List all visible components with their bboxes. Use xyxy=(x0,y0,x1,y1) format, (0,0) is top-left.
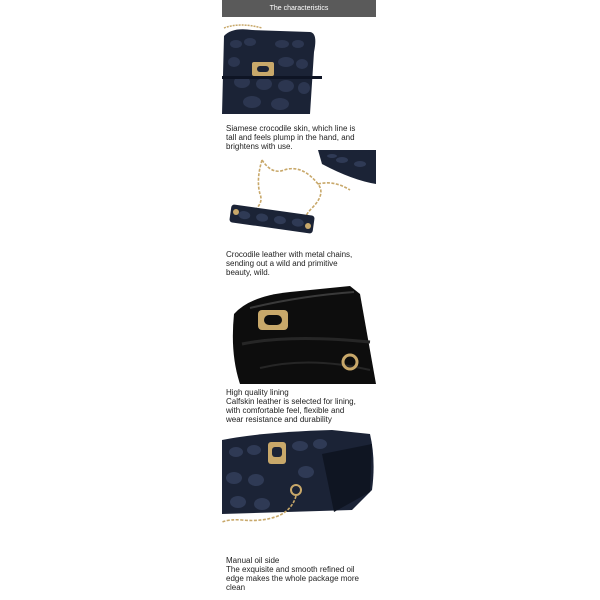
caption-line: High quality lining xyxy=(226,388,289,397)
section-header: The characteristics xyxy=(222,0,376,17)
caption-line: wear resistance and durability xyxy=(226,415,332,424)
caption-line: edge makes the whole package more xyxy=(226,574,359,583)
feature-caption-lining xyxy=(226,388,374,424)
caption-line: tall and feels plump in the hand, and xyxy=(226,133,355,142)
caption-line: beauty, wild. xyxy=(226,268,270,277)
product-photo-oil-edge xyxy=(222,430,376,530)
caption-line: Calfskin leather is selected for lining, xyxy=(226,397,356,406)
feature-caption-oil-edge xyxy=(226,556,374,592)
caption-line: Manual oil side xyxy=(226,556,280,565)
caption-line: brightens with use. xyxy=(226,142,293,151)
feature-caption-crocodile-skin xyxy=(226,124,374,151)
caption-line: clean xyxy=(226,583,246,592)
caption-line: with comfortable feel, flexible and xyxy=(226,406,345,415)
caption-line: Crocodile leather with metal chains, xyxy=(226,250,353,259)
feature-caption-metal-chain xyxy=(226,250,374,277)
product-feature-strip xyxy=(222,0,376,600)
caption-line: sending out a wild and primitive xyxy=(226,259,338,268)
caption-line: The exquisite and smooth refined oil xyxy=(226,565,355,574)
caption-line: Siamese crocodile skin, which line is xyxy=(226,124,356,133)
product-photo-crocodile-flap xyxy=(222,22,322,114)
product-photo-metal-chain xyxy=(222,150,376,240)
product-photo-lining xyxy=(230,284,376,384)
